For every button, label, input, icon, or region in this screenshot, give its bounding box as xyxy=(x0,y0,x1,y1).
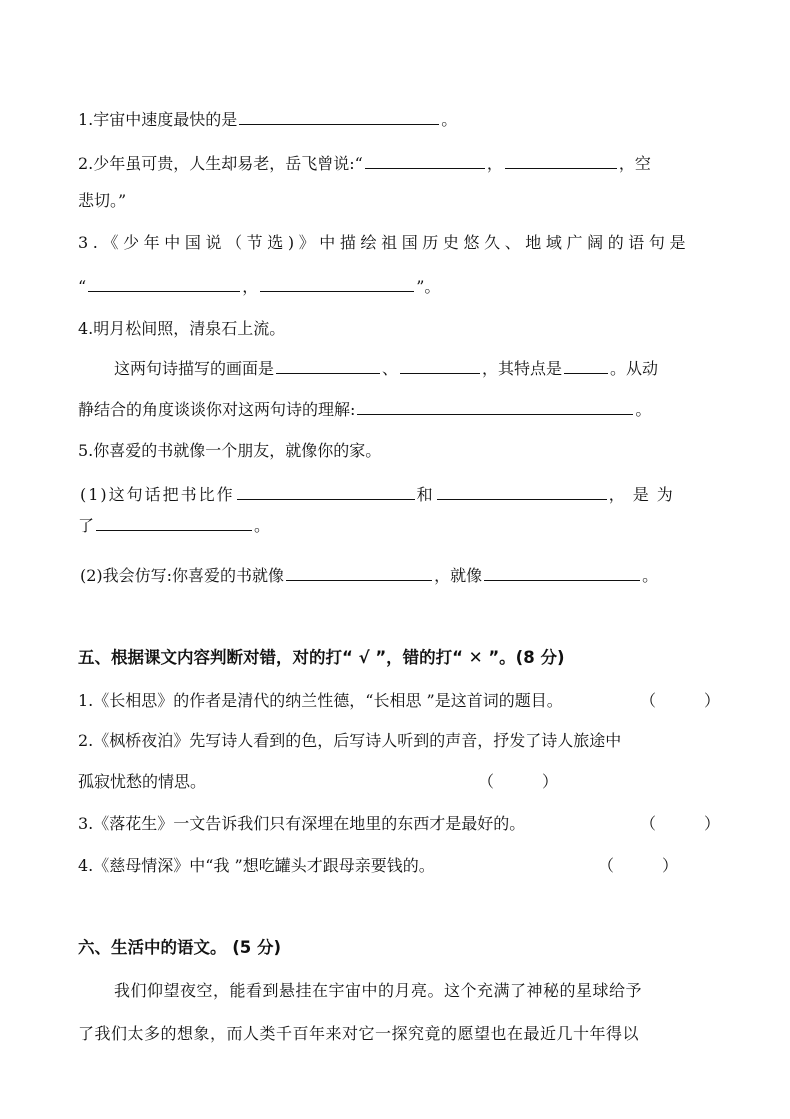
question-1: 1.宇宙中速度最快的是 。 xyxy=(78,110,458,129)
passage-line-2: 了我们太多的想象，而人类千百年来对它一探究竟的愿望也在最近几十年得以 xyxy=(78,1024,640,1043)
judge-item-3: 3.《落花生》一文告诉我们只有深埋在地里的东西才是最好的。 xyxy=(78,814,526,833)
question-5-sub-1-line-2: 了 。 xyxy=(78,516,271,535)
passage-line-1: 我们仰望夜空，能看到悬挂在宇宙中的月亮。这个充满了神秘的星球给予 xyxy=(114,981,643,1000)
section-6-heading: 六、生活中的语文。 (5 分) xyxy=(78,938,282,957)
answer-blank[interactable] xyxy=(239,108,439,125)
answer-blank[interactable] xyxy=(564,357,608,374)
question-4-line-2: 这两句诗描写的画面是 、 ，其特点是 。从动 xyxy=(114,359,659,378)
answer-blank[interactable] xyxy=(237,483,415,500)
question-4-line-3: 静结合的角度谈谈你对这两句诗的理解: 。 xyxy=(78,400,652,419)
question-2-line-2: 悲切。” xyxy=(78,191,127,210)
question-5-sub-1: (1)这句话把书比作 和 ，是为 xyxy=(80,485,681,504)
answer-blank[interactable] xyxy=(260,275,414,292)
answer-blank[interactable] xyxy=(357,398,633,415)
question-5-sub-2: (2)我会仿写:你喜爱的书就像 ，就像 。 xyxy=(80,566,659,585)
answer-blank[interactable] xyxy=(505,152,617,169)
answer-paren[interactable]: （ ） xyxy=(478,772,559,791)
answer-paren[interactable]: （ ） xyxy=(598,856,679,875)
answer-blank[interactable] xyxy=(365,152,485,169)
answer-blank[interactable] xyxy=(96,514,252,531)
question-4: 4.明月松间照，清泉石上流。 xyxy=(78,319,286,338)
answer-blank[interactable] xyxy=(88,275,240,292)
question-3-line-2: “ ， ”。 xyxy=(78,277,441,296)
answer-blank[interactable] xyxy=(286,564,432,581)
judge-item-2-line-2: 孤寂忧愁的情思。 xyxy=(78,772,207,791)
section-5-heading: 五、根据课文内容判断对错，对的打“ √ ”，错的打“ ✕ ”。(8 分) xyxy=(78,648,565,667)
question-1-text: 1.宇宙中速度最快的是 xyxy=(78,110,238,129)
answer-blank[interactable] xyxy=(484,564,640,581)
judge-item-2: 2.《枫桥夜泊》先写诗人看到的色，后写诗人听到的声音，抒发了诗人旅途中 xyxy=(78,731,622,750)
judge-item-4: 4.《慈母情深》中“我 ”想吃罐头才跟母亲要钱的。 xyxy=(78,856,435,875)
answer-blank[interactable] xyxy=(400,357,480,374)
judge-item-1: 1.《长相思》的作者是清代的纳兰性德，“长相思 ”是这首词的题目。 xyxy=(78,691,563,710)
question-2: 2.少年虽可贵，人生却易老，岳飞曾说:“ ， ，空 xyxy=(78,154,651,173)
answer-blank[interactable] xyxy=(437,483,607,500)
answer-paren[interactable]: （ ） xyxy=(640,691,721,710)
answer-paren[interactable]: （ ） xyxy=(640,814,721,833)
question-5: 5.你喜爱的书就像一个朋友，就像你的家。 xyxy=(78,441,382,460)
question-3: 3.《少年中国说（节选)》中描绘祖国历史悠久、地域广阔的语句是 xyxy=(78,233,691,252)
answer-blank[interactable] xyxy=(276,357,380,374)
